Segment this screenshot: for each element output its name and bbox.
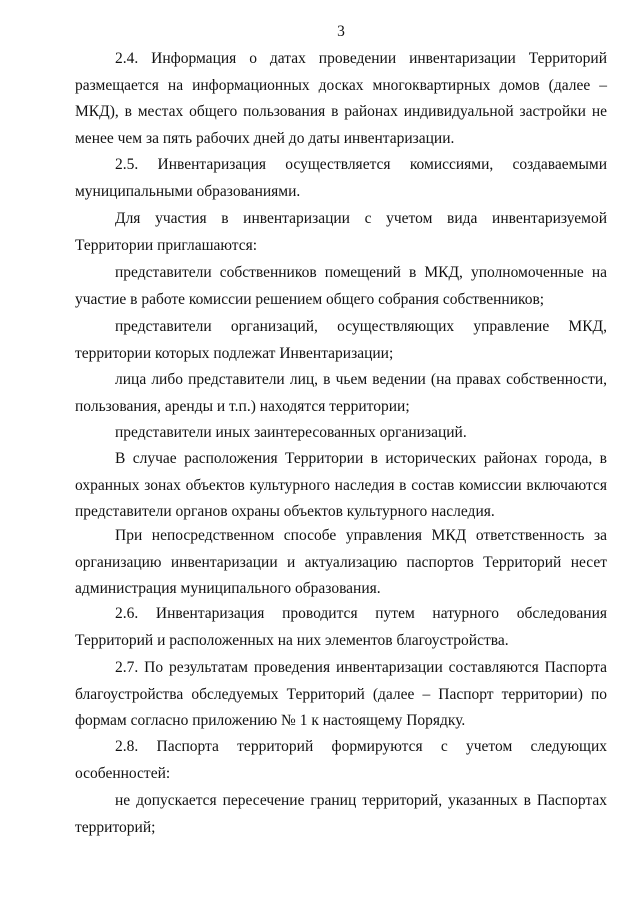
page-number: 3	[337, 23, 345, 40]
paragraph-other-organizations: представители иных заинтересованных организаций.	[115, 424, 467, 441]
paragraph-management-organizations: представители организаций, осуществляющих управление МКД, территории которых подлежат Инвентаризации;	[75, 318, 607, 362]
paragraph-2-8: 2.8. Паспорта территорий формируются с учетом следующих особенностей:	[75, 738, 607, 782]
paragraph-2-4: 2.4. Информация о датах проведении инвентаризации Территорий размещается на информационных досках многоквартирных домов (далее – МКД), в местах общего пользования в районах индивидуальной застройки не менее чем за пять рабочих дней до даты инвентаризации.	[75, 50, 607, 147]
paragraph-direct-management: При непосредственном способе управления МКД ответственность за организацию инвентаризации и актуализацию паспортов Территорий несет администрация муниципального образования.	[75, 527, 607, 597]
paragraph-owners-representatives: представители собственников помещений в МКД, уполномоченные на участие в работе комиссии решением общего собрания собственников;	[75, 264, 607, 308]
paragraph-2-7: 2.7. По результатам проведения инвентаризации составляются Паспорта благоустройства обследуемых Территорий (далее – Паспорт территории) по формам согласно приложению № 1 к настоящему Порядку.	[75, 659, 607, 729]
paragraph-no-boundary-overlap: не допускается пересечение границ территорий, указанных в Паспортах территорий;	[75, 792, 607, 836]
paragraph-historic-districts: В случае расположения Территории в исторических районах города, в охранных зонах объектов культурного наследия в состав комиссии включаются представители органов охраны объектов культурного наследия.	[75, 450, 607, 520]
paragraph-territory-holders: лица либо представители лиц, в чьем ведении (на правах собственности, пользования, аренды и т.п.) находятся территории;	[75, 371, 607, 415]
paragraph-participants-intro: Для участия в инвентаризации с учетом вида инвентаризуемой Территории приглашаются:	[75, 210, 607, 254]
paragraph-2-5: 2.5. Инвентаризация осуществляется комиссиями, создаваемыми муниципальными образованиями.	[75, 156, 607, 200]
paragraph-2-6: 2.6. Инвентаризация проводится путем натурного обследования Территорий и расположенных на них элементов благоустройства.	[75, 605, 607, 649]
